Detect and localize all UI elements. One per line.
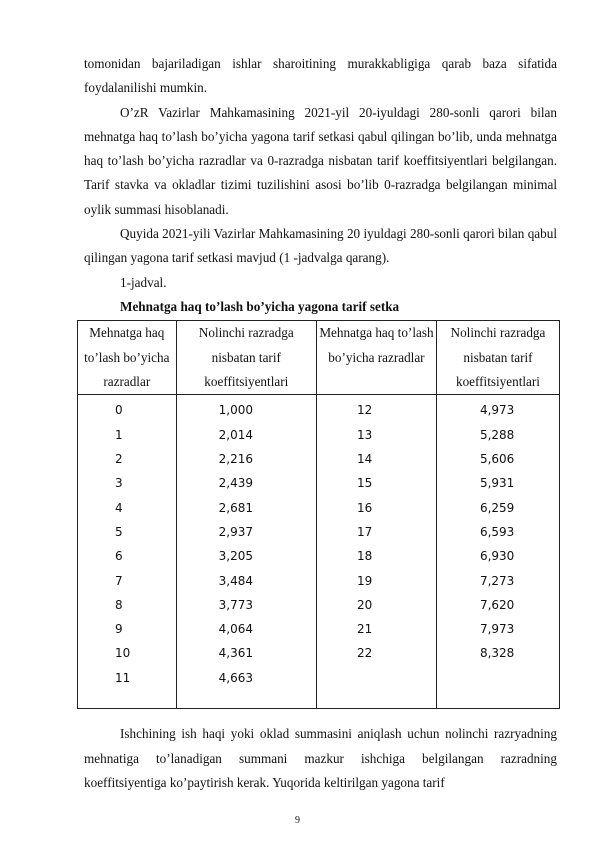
header-razradlar-2: Mehnatga haq to’lash bo’yicha razradlar: [316, 321, 436, 395]
table-cell-value: 6,593: [479, 524, 515, 539]
table-cell-value: 2,216: [218, 452, 253, 467]
table-cell-value: 17: [356, 524, 373, 539]
table-cell-value: 5: [115, 524, 123, 539]
table-cell-value: 7,620: [479, 597, 515, 612]
table-title: Mehnatga haq to’lash bo’yicha yagona tarif setka: [120, 298, 400, 314]
cell-razradlar-2: [316, 395, 436, 709]
paragraph-decree: O’zR Vazirlar Mahkamasining 2021-yil 20-iyuldagi 280-sonli qarori bilan mehnatga haq to’lash bo’yicha yagona tarif setkasi qabul qilingan bo’lib, unda mehnatga haq to’lash bo’yicha razradlar va 0-razradga nisbatan tarif koeffitsiyentlari belgilangan. Tarif stavka va okladlar tizimi tuzilishini asosi bo’lib 0-razradga belgilangan minimal oylik summasi hisoblanadi.: [84, 104, 557, 217]
header-razradlar-1: Mehnatga haq to’lash bo’yicha razradlar: [78, 321, 177, 395]
table-cell-value: 4,663: [218, 670, 253, 685]
cell-razradlar-1: [78, 395, 177, 709]
table-cell-value: 2,937: [218, 524, 253, 539]
cell-koeffitsiyent-1: [176, 395, 316, 709]
table-cell-value: 5,288: [479, 427, 515, 442]
paragraph-intro: tomonidan bajariladigan ishlar sharoitining murakkabligiga qarab baza sifatida foydalanilishi mumkin.: [84, 56, 557, 96]
table-body-row: [78, 395, 560, 709]
table-cell-value: 0: [115, 403, 123, 418]
table-header-row: [78, 321, 560, 395]
table-cell-value: 10: [115, 646, 131, 661]
table-cell-value: 4,064: [218, 622, 253, 637]
table-cell-value: 21: [356, 622, 373, 637]
table-cell-value: 22: [356, 646, 373, 661]
paragraph-calculation: Ishchining ish haqi yoki oklad summasini aniqlash uchun nolinchi razryadning mehnatiga to’lanadigan summani mazkur ishchiga belgilangan razradning koeffitsiyentiga ko’paytirish kerak. Yuqorida keltirilgan yagona tarif: [84, 726, 557, 791]
cell-koeffitsiyent-2: [436, 395, 559, 709]
tariff-table: [77, 320, 560, 709]
table-cell-value: 20: [356, 597, 373, 612]
table-cell-value: 1,000: [218, 403, 253, 418]
table-cell-value: 13: [356, 427, 373, 442]
table-cell-value: 6: [115, 549, 123, 564]
paragraph-table-reference: Quyida 2021-yili Vazirlar Mahkamasining 20 iyuldagi 280-sonli qarori bilan qabul qilingan yagona tarif setkasi mavjud (1 -jadvalga qarang).: [84, 226, 557, 266]
table-cell-value: 1: [115, 427, 123, 442]
table-cell-value: 6,930: [479, 549, 515, 564]
table-cell-value: 4,361: [218, 646, 253, 661]
table-cell-value: 9: [115, 622, 123, 637]
table-cell-value: 5,606: [479, 452, 515, 467]
table-cell-value: 2: [115, 452, 123, 467]
table-cell-value: 4: [115, 500, 123, 515]
table-cell-value: 5,931: [479, 476, 515, 491]
table-cell-value: 15: [356, 476, 373, 491]
table-cell-value: 16: [356, 500, 373, 515]
table-cell-value: 14: [356, 452, 373, 467]
table-cell-value: 2,439: [218, 476, 253, 491]
table-cell-value: 7,273: [479, 573, 515, 588]
table-caption: 1-jadval.: [120, 274, 167, 290]
table-cell-value: 3,205: [218, 549, 253, 564]
table-cell-value: 4,973: [479, 403, 515, 418]
header-koeffitsiyent-1: Nolinchi razradga nisbatan tarif koeffitsiyentlari: [176, 321, 316, 395]
page-number: 9: [295, 815, 300, 826]
table-cell-value: 2,681: [218, 500, 253, 515]
table-cell-value: 11: [115, 670, 131, 685]
table-cell-value: 19: [356, 573, 373, 588]
table-cell-value: 7,973: [479, 622, 515, 637]
table-cell-value: 3,773: [218, 597, 253, 612]
header-koeffitsiyent-2: Nolinchi razradga nisbatan tarif koeffitsiyentlari: [436, 321, 559, 395]
table-cell-value: 8,328: [479, 646, 515, 661]
table-cell-value: 18: [356, 549, 373, 564]
table-cell-value: 2,014: [218, 427, 253, 442]
table-cell-value: 3,484: [218, 573, 253, 588]
table-cell-value: 3: [115, 476, 123, 491]
table-cell-value: 7: [115, 573, 123, 588]
table-cell-value: 6,259: [479, 500, 515, 515]
table-cell-value: 12: [356, 403, 373, 418]
page-content: [84, 52, 557, 795]
table-cell-value: 8: [115, 597, 123, 612]
